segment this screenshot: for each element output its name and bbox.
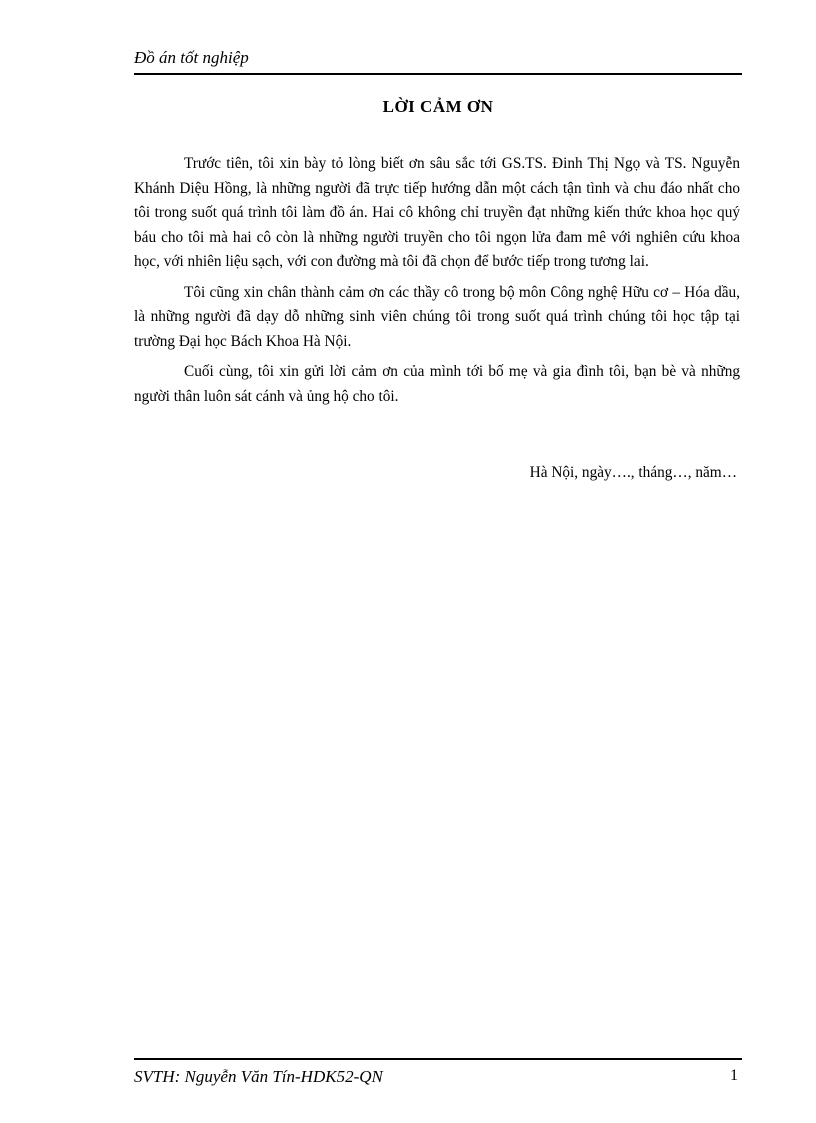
page-footer: [134, 1058, 742, 1088]
page-number: 1: [730, 1067, 738, 1084]
page-header: [134, 46, 742, 75]
document-heading: LỜI CẢM ƠN: [382, 97, 494, 116]
document-body: [134, 152, 740, 415]
paragraph-2: Tôi cũng xin chân thành cảm ơn các thầy cô trong bộ môn Công nghệ Hữu cơ – Hóa dầu, là những người đã dạy dỗ những sinh viên chúng tôi trong suốt quá trình chúng tôi học tập tại trường Đại học Bách Khoa Hà Nội.: [134, 283, 740, 350]
paragraph-1: Trước tiên, tôi xin bày tỏ lòng biết ơn sâu sắc tới GS.TS. Đinh Thị Ngọ và TS. Nguyễn Khánh Diệu Hồng, là những người đã trực tiếp hướng dẫn một cách tận tình và chu đáo nhất cho tôi trong suốt quá trình tôi làm đồ án. Hai cô không chỉ truyền đạt những kiến thức khoa học quý báu cho tôi mà hai cô còn là những người truyền cho tôi ngọn lửa đam mê với nghiên cứu khoa học, với nhiên liệu sạch, với con đường mà tôi đã chọn để bước tiếp trong tương lai.: [134, 155, 740, 270]
header-title: Đồ án tốt nghiệp: [134, 48, 249, 67]
paragraph-3: Cuối cùng, tôi xin gửi lời cảm ơn của mình tới bố mẹ và gia đình tôi, bạn bè và những người thân luôn sát cánh và ủng hộ cho tôi.: [134, 363, 740, 405]
date-signoff: Hà Nội, ngày…., tháng…, năm…: [529, 464, 737, 481]
footer-author: SVTH: Nguyễn Văn Tín-HDK52-QN: [134, 1067, 383, 1086]
